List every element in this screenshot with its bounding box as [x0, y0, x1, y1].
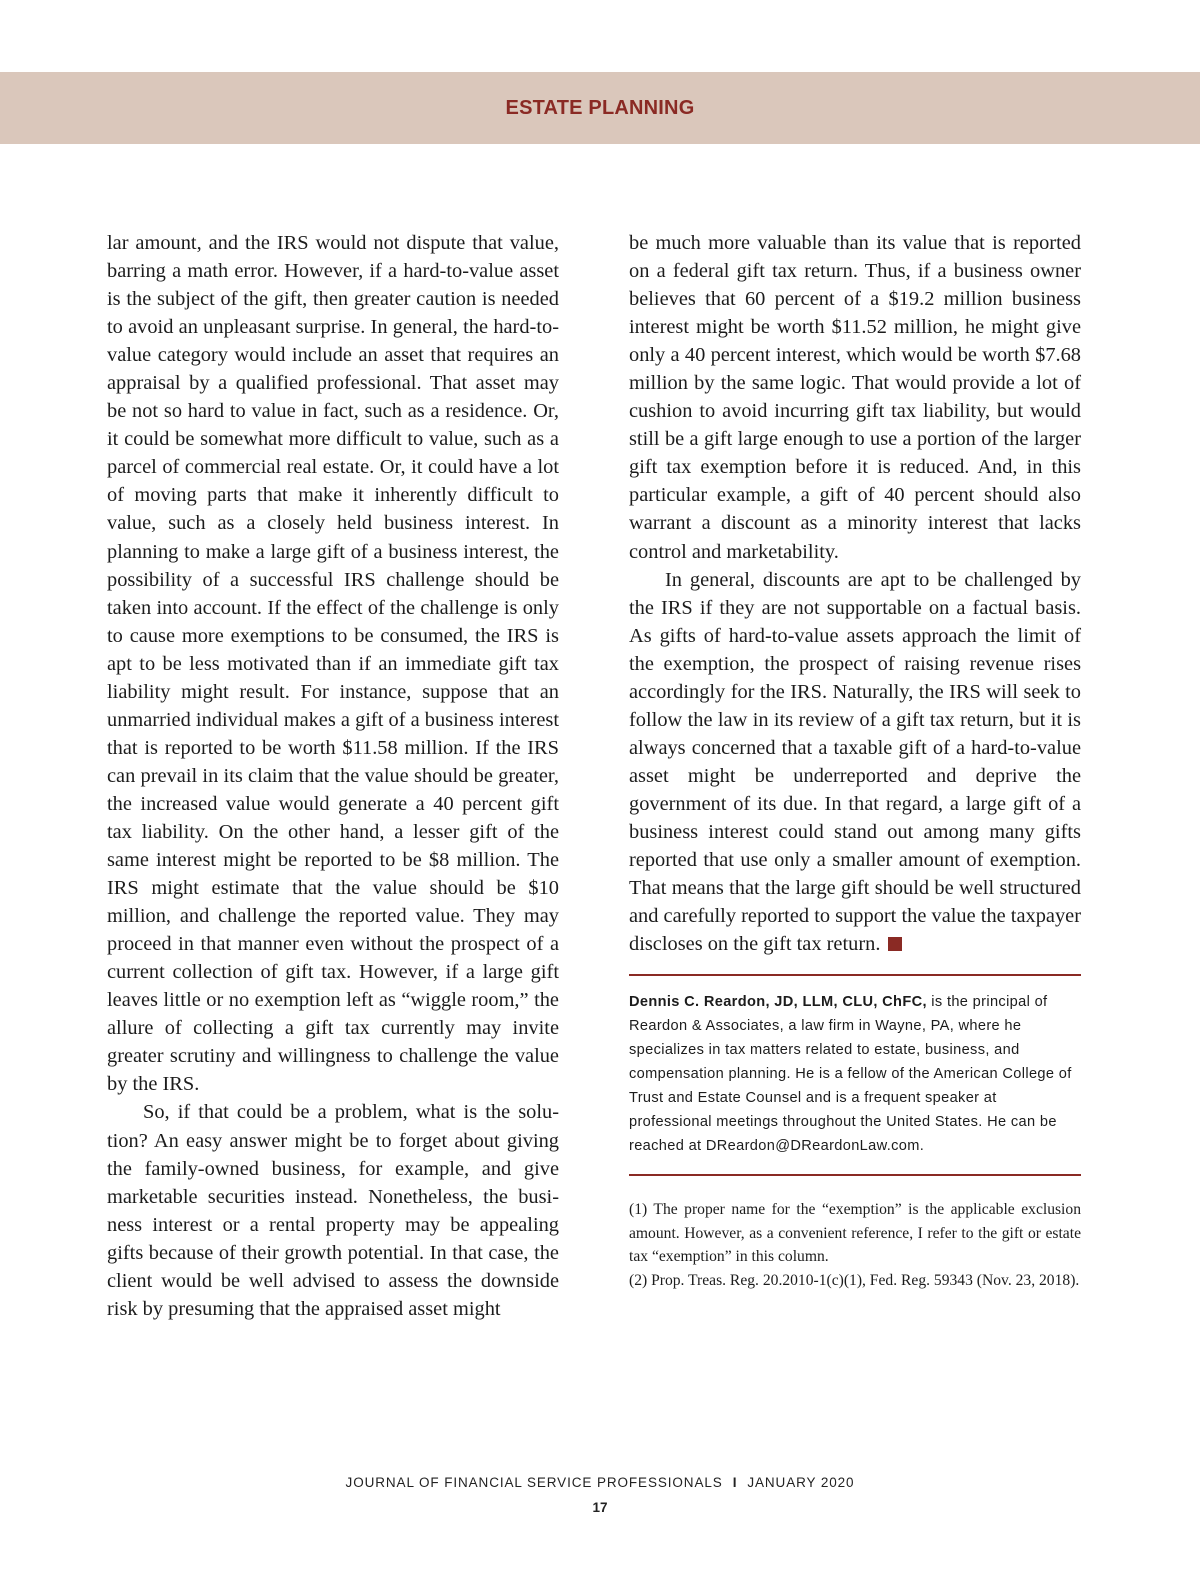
divider	[629, 1174, 1081, 1176]
journal-name: JOURNAL OF FINANCIAL SERVICE PROFESSIONALS	[345, 1475, 723, 1490]
section-header-band	[0, 72, 1200, 144]
left-column	[107, 229, 559, 1323]
right-column	[629, 229, 1081, 1292]
end-of-article-mark	[888, 937, 902, 951]
body-paragraph: lar amount, and the IRS would not dispute that value, barring a math error. However, if a hard-to-value asset is the subject of the gift, then greater caution is needed to avoid an unpleasant surprise. In general, the hard-to-value category would include an asset that requires an appraisal by a qualified professional. That asset may be not so hard to value in fact, such as a residence. Or, it could be somewhat more difficult to value, such as a parcel of commercial real estate. Or, it could have a lot of moving parts that make it inherently difficult to value, such as a closely held business interest. In planning to make a large gift of a business interest, the possibility of a successful IRS challenge should be taken into account. If the effect of the challenge is only to cause more exemptions to be consumed, the IRS is apt to be less motivated than if an immediate gift tax liability might result. For instance, suppose that an unmarried individual makes a gift of a business interest that is reported to be worth $11.58 million. If the IRS can prevail in its claim that the value should be greater, the increased value would generate a 40 percent gift tax liability. On the other hand, a lesser gift of the same interest might be reported to be $8 million. The IRS might estimate that the value should be $10 million, and challenge the reported value. They may proceed in that manner even without the prospect of a current collection of gift tax. However, if a large gift leaves little or no exemption left as “wiggle room,” the allure of collecting a gift tax currently may invite greater scrutiny and willingness to challenge the value by the IRS.	[107, 232, 559, 1096]
page-number: 17	[592, 1500, 608, 1515]
section-title: ESTATE PLANNING	[505, 96, 695, 119]
footnotes	[629, 1198, 1081, 1292]
author-bio-text: is the principal of Reardon & Associates, a law firm in Wayne, PA, where he specializes in tax matters related to estate, business, and compensation planning. He is a fellow of the American College of Trust and Estate Counsel and is a frequent speaker at professional meetings throughout the United States. He can be reached at DReardon@DReardonLaw.com.	[629, 994, 1072, 1155]
body-paragraph: be much more valuable than its value that is reported on a federal gift tax return. Thus, if a business owner believes that 60 percent of a $19.2 million business interest might be worth $11.52 million, he might give only a 40 percent interest, which would be worth $7.68 million by the same logic. That would provide a lot of cushion to avoid incurring gift tax liability, but would still be a gift large enough to use a portion of the larger gift tax exemption before it is reduced. And, in this particular example, a gift of 40 percent should also warrant a discount as a minority interest that lacks control and marketability.	[629, 232, 1081, 563]
final-paragraph-text: In general, discounts are apt to be challenged by the IRS if they are not supportable on a factual basis. As gifts of hard-to-value assets approach the limit of the exemption, the prospect of raising revenue rises accordingly for the IRS. Naturally, the IRS will seek to follow the law in its review of a gift tax return, but it is always concerned that a taxable gift of a hard-to-value asset might be underreported and deprive the government of its due. In that regard, a large gift of a business interest could stand out among many gifts reported that use only a smaller amount of exemption. That means that the large gift should be well structured and carefully reported to support the value the taxpayer discloses on the gift tax return.	[629, 568, 1081, 956]
running-footer	[0, 1475, 1200, 1490]
body-paragraph	[629, 566, 1081, 959]
author-bio	[629, 990, 1081, 1158]
issue-date: JANUARY 2020	[747, 1475, 855, 1490]
footnote: (2) Prop. Treas. Reg. 20.2010-1(c)(1), Fed. Reg. 59343 (Nov. 23, 2018).	[629, 1271, 1080, 1289]
footnote: (1) The proper name for the “exemption” is the applicable exclusion amount. However, as a convenient reference, I refer to the gift or estate tax “exemption” in this column.	[629, 1201, 1081, 1266]
divider	[629, 974, 1081, 976]
author-name: Dennis C. Reardon, JD, LLM, CLU, ChFC,	[629, 994, 927, 1011]
footer-separator: I	[732, 1475, 738, 1490]
body-paragraph: So, if that could be a problem, what is the solution? An easy answer might be to forget about giving the family-owned business, for example, and give marketable securities instead. Nonetheless, the business interest or a rental property may be appealing gifts because of their growth potential. In that case, the client would be well advised to assess the downside risk by presuming that the appraised asset might	[107, 1101, 559, 1320]
